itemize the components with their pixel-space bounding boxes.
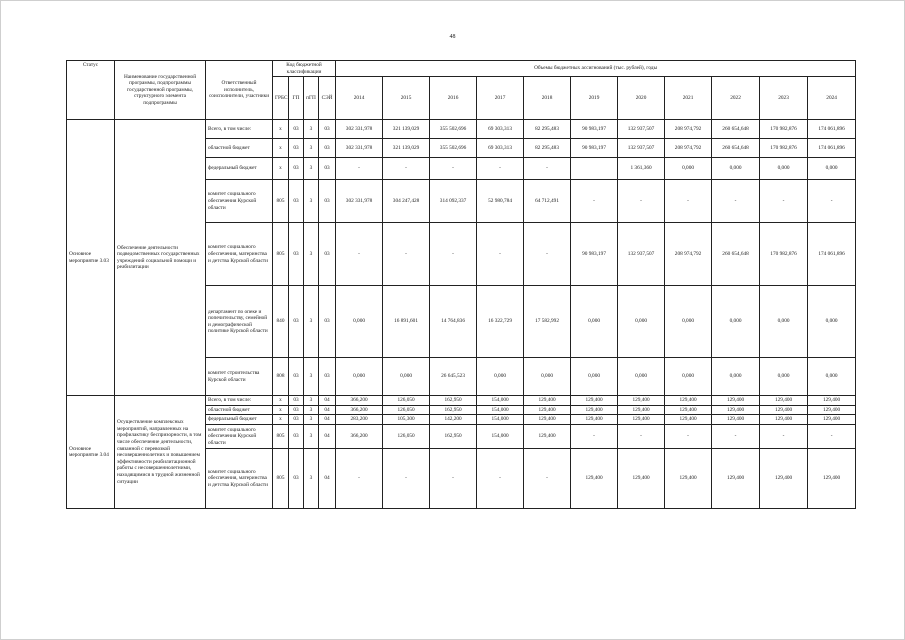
grbs-cell: 805 (273, 180, 289, 223)
gp-cell: 03 (289, 139, 304, 158)
value-cell: 129,400 (524, 396, 571, 406)
value-cell: 355 502,696 (430, 120, 477, 139)
value-cell: 0,000 (524, 358, 571, 396)
value-cell: - (477, 223, 524, 286)
value-cell: 0,000 (808, 358, 856, 396)
value-cell: - (430, 223, 477, 286)
value-cell: 170 982,876 (760, 223, 808, 286)
gp-cell: 03 (289, 286, 304, 358)
value-cell: 16 322,729 (477, 286, 524, 358)
year-header: 2021 (665, 77, 712, 120)
executor-cell: комитет социального обеспечения, материнства и детства Курской области (206, 223, 273, 286)
value-cell: 208 974,792 (665, 139, 712, 158)
gp-cell: 03 (289, 425, 304, 449)
value-cell: - (430, 158, 477, 180)
value-cell: - (336, 158, 383, 180)
pgp-cell: 3 (304, 180, 319, 223)
value-cell: 260 654,648 (712, 139, 760, 158)
value-cell: - (524, 223, 571, 286)
value-cell: - (808, 425, 856, 449)
value-cell: 14 764,836 (430, 286, 477, 358)
budget-code-header: Код бюджетной классификации (273, 61, 336, 77)
value-cell: - (571, 180, 618, 223)
pgp-cell: 3 (304, 120, 319, 139)
value-cell: - (383, 223, 430, 286)
value-cell: 0,000 (808, 158, 856, 180)
value-cell: 129,400 (760, 449, 808, 509)
grbs-cell: 805 (273, 449, 289, 509)
value-cell: 129,400 (571, 415, 618, 425)
value-cell: - (336, 223, 383, 286)
executor-cell: комитет строительства Курской области (206, 358, 273, 396)
value-cell: 0,000 (571, 286, 618, 358)
grbs-header: ГРБС (273, 77, 289, 120)
pgp-cell: 3 (304, 158, 319, 180)
grbs-cell: x (273, 415, 289, 425)
value-cell: 162,950 (430, 425, 477, 449)
year-header: 2019 (571, 77, 618, 120)
pgp-cell: 3 (304, 286, 319, 358)
value-cell: 142,200 (430, 415, 477, 425)
value-cell: 82 295,483 (524, 120, 571, 139)
value-cell: - (618, 180, 665, 223)
program-name-header: Наименование государственной программы, подпрограммы государственной программы, структурного элемента подпрограммы (115, 61, 206, 120)
value-cell: 129,400 (712, 405, 760, 415)
executor-cell: федеральный бюджет (206, 158, 273, 180)
value-cell: 132 937,507 (618, 223, 665, 286)
executor-cell: Всего, в том числе: (206, 120, 273, 139)
value-cell: 314 092,337 (430, 180, 477, 223)
value-cell: - (712, 180, 760, 223)
executor-header: Ответственный исполнитель, соисполнители, участники (206, 61, 273, 120)
value-cell: 129,400 (808, 449, 856, 509)
gp-cell: 03 (289, 405, 304, 415)
value-cell: 0,000 (571, 358, 618, 396)
pgp-cell: 3 (304, 396, 319, 406)
year-header: 2016 (430, 77, 477, 120)
oe-cell: 03 (319, 223, 336, 286)
value-cell: 129,400 (808, 415, 856, 425)
value-cell: 129,400 (808, 405, 856, 415)
program-name-cell: Обеспечение деятельности подведомственных государственных учреждений социальной помощи и реабилитации (115, 120, 206, 396)
oe-cell: 03 (319, 139, 336, 158)
value-cell: 302 331,978 (336, 120, 383, 139)
pgp-cell: 3 (304, 405, 319, 415)
value-cell: 26 645,523 (430, 358, 477, 396)
value-cell: - (524, 158, 571, 180)
grbs-cell: 808 (273, 358, 289, 396)
value-cell: 174 061,896 (808, 223, 856, 286)
grbs-cell: 805 (273, 425, 289, 449)
gp-cell: 03 (289, 449, 304, 509)
value-cell: 0,000 (808, 286, 856, 358)
value-cell: 105,300 (383, 415, 430, 425)
executor-cell: Всего, в том числе: (206, 396, 273, 406)
executor-cell: областной бюджет (206, 139, 273, 158)
value-cell: 129,400 (618, 449, 665, 509)
value-cell: 126,050 (383, 425, 430, 449)
oe-cell: 03 (319, 286, 336, 358)
value-cell: 69 303,313 (477, 139, 524, 158)
program-name-cell: Осуществление комплексных мероприятий, направленных на профилактику беспризорности, в том числе обеспечение деятельности, связанной с перевозкой несовершеннолетних и повышением эффективности реабилитационной работы с несовершеннолетними, находящимися в трудной жизненной ситуации (115, 396, 206, 509)
value-cell: - (383, 449, 430, 509)
gp-cell: 03 (289, 223, 304, 286)
grbs-cell: 805 (273, 223, 289, 286)
value-cell: 129,400 (571, 449, 618, 509)
value-cell: 321 139,029 (383, 120, 430, 139)
value-cell: 1 361,360 (618, 158, 665, 180)
oe-cell: 04 (319, 405, 336, 415)
oe-cell: 04 (319, 449, 336, 509)
grbs-cell: x (273, 158, 289, 180)
value-cell: 0,000 (712, 358, 760, 396)
value-cell: 0,000 (618, 358, 665, 396)
value-cell: 129,400 (524, 405, 571, 415)
value-cell: 129,400 (524, 415, 571, 425)
value-cell: - (477, 449, 524, 509)
value-cell: 366,200 (336, 396, 383, 406)
gp-header: ГП (289, 77, 304, 120)
value-cell: 129,400 (665, 415, 712, 425)
value-cell: 126,050 (383, 396, 430, 406)
table-header (67, 61, 856, 120)
value-cell: 0,000 (760, 358, 808, 396)
pgp-header: пГП (304, 77, 319, 120)
executor-cell: департамент по опеке и попечительству, семейной и демографической политике Курской области (206, 286, 273, 358)
year-header: 2023 (760, 77, 808, 120)
value-cell: - (383, 158, 430, 180)
value-cell: - (760, 425, 808, 449)
year-header: 2020 (618, 77, 665, 120)
year-header: 2018 (524, 77, 571, 120)
value-cell: 132 937,507 (618, 120, 665, 139)
value-cell: 0,000 (712, 286, 760, 358)
year-header: 2015 (383, 77, 430, 120)
year-header: 2014 (336, 77, 383, 120)
value-cell: 154,000 (477, 396, 524, 406)
value-cell: 0,000 (665, 158, 712, 180)
value-cell: 154,000 (477, 405, 524, 415)
value-cell: 69 303,313 (477, 120, 524, 139)
value-cell: 162,950 (430, 396, 477, 406)
value-cell: 129,400 (524, 425, 571, 449)
value-cell: - (430, 449, 477, 509)
value-cell: 208 974,792 (665, 223, 712, 286)
status-header: Статус (67, 61, 115, 120)
value-cell: 129,400 (618, 405, 665, 415)
status-cell: Основное мероприятие 3.04 (67, 396, 115, 509)
gp-cell: 03 (289, 180, 304, 223)
value-cell: 129,400 (712, 415, 760, 425)
executor-cell: комитет социального обеспечения, материнства и детства Курской области (206, 449, 273, 509)
value-cell: 0,000 (760, 158, 808, 180)
value-cell: 366,200 (336, 425, 383, 449)
value-cell: - (618, 425, 665, 449)
value-cell: 129,400 (571, 396, 618, 406)
oe-cell: 04 (319, 396, 336, 406)
grbs-cell: x (273, 396, 289, 406)
value-cell: 208 974,792 (665, 120, 712, 139)
oe-cell: 04 (319, 425, 336, 449)
gp-cell: 03 (289, 415, 304, 425)
table-row (67, 396, 856, 406)
value-cell: - (712, 425, 760, 449)
funding-header: Объемы бюджетных ассигнований (тыс. рублей), годы (336, 61, 856, 77)
value-cell: 129,400 (760, 396, 808, 406)
value-cell: 283,200 (336, 415, 383, 425)
value-cell: - (808, 180, 856, 223)
year-header: 2024 (808, 77, 856, 120)
value-cell: 129,400 (808, 396, 856, 406)
oe-cell: 03 (319, 158, 336, 180)
value-cell: 129,400 (760, 405, 808, 415)
value-cell: 154,000 (477, 415, 524, 425)
value-cell: 154,000 (477, 425, 524, 449)
gp-cell: 03 (289, 358, 304, 396)
executor-cell: областной бюджет (206, 405, 273, 415)
value-cell: 129,400 (618, 415, 665, 425)
grbs-cell: 840 (273, 286, 289, 358)
grbs-cell: x (273, 120, 289, 139)
pgp-cell: 3 (304, 358, 319, 396)
status-cell: Основное мероприятие 3.03 (67, 120, 115, 396)
value-cell: 302 331,978 (336, 180, 383, 223)
value-cell (571, 158, 618, 180)
gp-cell: 03 (289, 396, 304, 406)
value-cell: 126,050 (383, 405, 430, 415)
value-cell: 304 247,428 (383, 180, 430, 223)
value-cell: 129,400 (760, 415, 808, 425)
value-cell: 0,000 (665, 286, 712, 358)
value-cell: 321 139,029 (383, 139, 430, 158)
pgp-cell: 3 (304, 415, 319, 425)
value-cell: 129,400 (665, 405, 712, 415)
value-cell: 129,400 (665, 396, 712, 406)
value-cell: 302 331,978 (336, 139, 383, 158)
value-cell: 170 982,876 (760, 139, 808, 158)
value-cell: 0,000 (760, 286, 808, 358)
value-cell: 0,000 (336, 358, 383, 396)
value-cell: 260 654,648 (712, 120, 760, 139)
table-row (67, 120, 856, 139)
pgp-cell: 3 (304, 139, 319, 158)
value-cell: 260 654,648 (712, 223, 760, 286)
value-cell: 64 712,491 (524, 180, 571, 223)
value-cell: 82 295,483 (524, 139, 571, 158)
grbs-cell: x (273, 139, 289, 158)
value-cell: - (665, 425, 712, 449)
value-cell: 16 891,601 (383, 286, 430, 358)
value-cell: 355 502,696 (430, 139, 477, 158)
year-header: 2022 (712, 77, 760, 120)
value-cell: - (760, 180, 808, 223)
page-number: 48 (449, 34, 456, 40)
value-cell: 0,000 (383, 358, 430, 396)
grbs-cell: x (273, 405, 289, 415)
pgp-cell: 3 (304, 425, 319, 449)
value-cell: 170 982,876 (760, 120, 808, 139)
value-cell: 90 983,197 (571, 223, 618, 286)
value-cell: - (477, 158, 524, 180)
value-cell: 0,000 (336, 286, 383, 358)
value-cell: 129,400 (665, 449, 712, 509)
gp-cell: 03 (289, 120, 304, 139)
pgp-cell: 3 (304, 449, 319, 509)
value-cell: 90 983,197 (571, 139, 618, 158)
value-cell: 162,950 (430, 405, 477, 415)
executor-cell: комитет социального обеспечения Курской области (206, 180, 273, 223)
oe-cell: 04 (319, 415, 336, 425)
budget-table (66, 60, 856, 509)
value-cell: 366,200 (336, 405, 383, 415)
value-cell: 0,000 (712, 158, 760, 180)
value-cell: 17 582,992 (524, 286, 571, 358)
value-cell: 174 061,896 (808, 139, 856, 158)
value-cell: 129,400 (712, 396, 760, 406)
value-cell: 0,000 (665, 358, 712, 396)
value-cell: - (336, 449, 383, 509)
executor-cell: комитет социального обеспечения Курской области (206, 425, 273, 449)
gp-cell: 03 (289, 158, 304, 180)
oe-cell: 03 (319, 120, 336, 139)
value-cell: 129,400 (712, 449, 760, 509)
value-cell: 52 980,784 (477, 180, 524, 223)
value-cell: 129,400 (571, 405, 618, 415)
value-cell: - (524, 449, 571, 509)
value-cell: 132 937,507 (618, 139, 665, 158)
oe-header: СЭЙ (319, 77, 336, 120)
value-cell: 0,000 (618, 286, 665, 358)
executor-cell: федеральный бюджет (206, 415, 273, 425)
year-header: 2017 (477, 77, 524, 120)
value-cell: 90 983,197 (571, 120, 618, 139)
oe-cell: 03 (319, 358, 336, 396)
value-cell: 129,400 (618, 396, 665, 406)
value-cell: - (571, 425, 618, 449)
value-cell: - (665, 180, 712, 223)
oe-cell: 03 (319, 180, 336, 223)
value-cell: 0,000 (477, 358, 524, 396)
pgp-cell: 3 (304, 223, 319, 286)
table-body (67, 120, 856, 509)
value-cell: 174 061,896 (808, 120, 856, 139)
